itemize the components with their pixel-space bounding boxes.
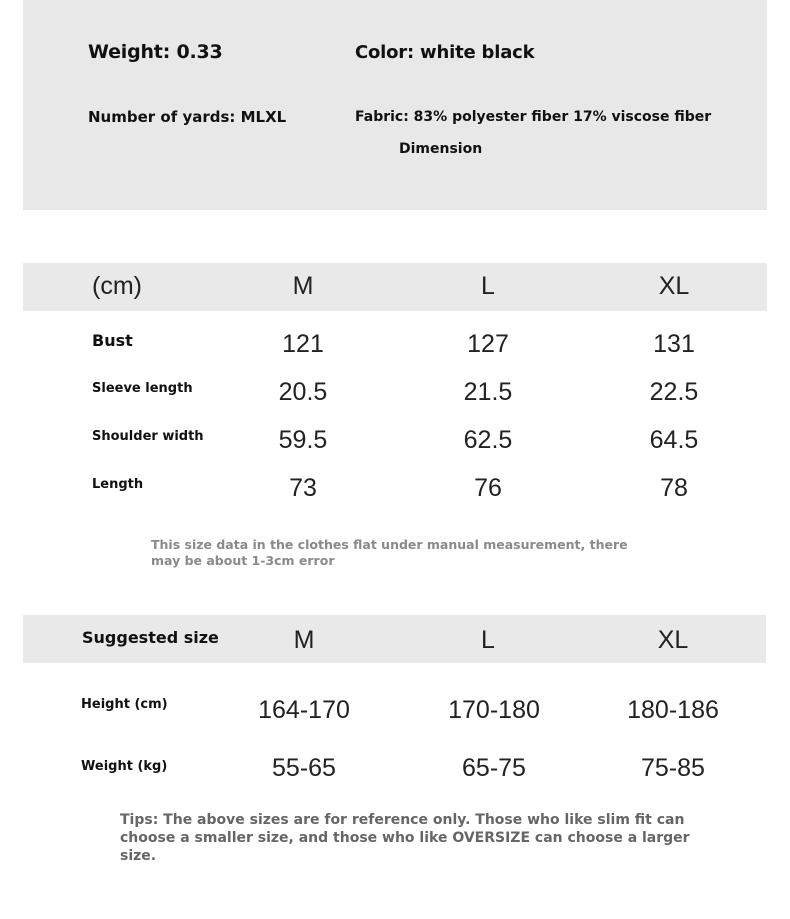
row-label-bust: Bust (92, 331, 133, 350)
size-header-m: M (292, 272, 314, 300)
row-label-weight: Weight (kg) (81, 759, 168, 774)
row-label-height: Height (cm) (81, 697, 168, 712)
table-cell: 55-65 (272, 754, 336, 782)
table-cell: 64.5 (649, 426, 699, 454)
table-cell: 180-186 (627, 696, 719, 724)
measurement-note: This size data in the clothes flat under manual measurement, there may be about 1-3cm error (151, 537, 628, 568)
table-cell: 76 (474, 474, 502, 502)
table-cell: 62.5 (463, 426, 513, 454)
table-cell: 73 (289, 474, 317, 502)
dimension-label: Dimension (399, 141, 483, 157)
size-header-xl: XL (658, 272, 690, 300)
table-cell: 21.5 (463, 378, 513, 406)
product-info-panel (23, 0, 767, 210)
color-info: Color: white black (355, 42, 535, 63)
table-cell: 127 (467, 330, 509, 358)
table-cell: 170-180 (448, 696, 540, 724)
table-cell: 65-75 (462, 754, 526, 782)
table-cell: 75-85 (641, 754, 705, 782)
sizing-tips: Tips: The above sizes are for reference only. Those who like slim fit can choose a smaller size, and those who like OVERSIZE can choose a larger size. (120, 812, 690, 864)
fabric-info: Fabric: 83% polyester fiber 17% viscose fiber (355, 109, 712, 125)
yards-info: Number of yards: MLXL (88, 108, 287, 126)
suggested-size-header: Suggested size (82, 628, 219, 647)
row-label-shoulder: Shoulder width (92, 429, 204, 444)
table-cell: 78 (660, 474, 688, 502)
size-header-l: L (481, 272, 495, 300)
suggest-header-xl: XL (657, 626, 689, 654)
row-label-sleeve: Sleeve length (92, 381, 193, 396)
suggest-header-l: L (481, 626, 495, 654)
table-cell: 121 (282, 330, 324, 358)
unit-header: (cm) (92, 272, 142, 300)
row-label-length: Length (92, 477, 144, 492)
table-cell: 131 (653, 330, 695, 358)
table-cell: 22.5 (649, 378, 699, 406)
suggest-header-m: M (293, 626, 315, 654)
table-cell: 164-170 (258, 696, 350, 724)
weight-info: Weight: 0.33 (88, 41, 223, 63)
table-cell: 59.5 (278, 426, 328, 454)
table-cell: 20.5 (278, 378, 328, 406)
